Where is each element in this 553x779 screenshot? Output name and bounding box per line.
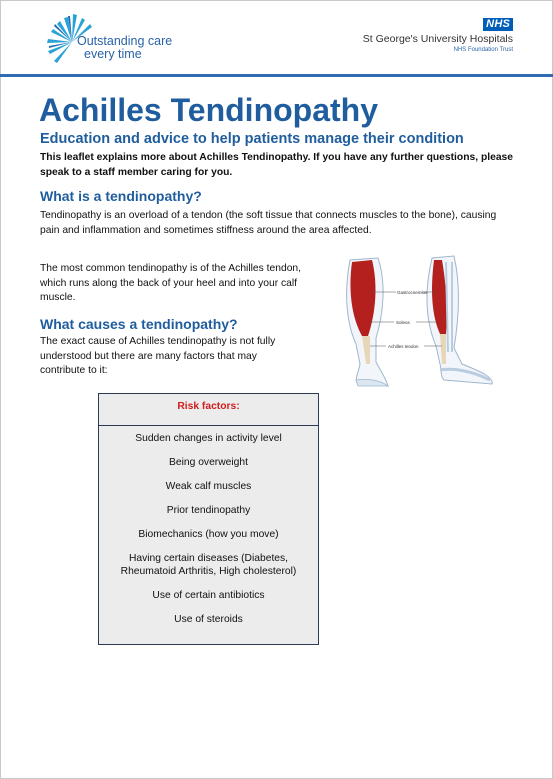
risk-factor-item: Having certain diseases (Diabetes, Rheumatoid Arthritis, High cholesterol) [120, 553, 297, 577]
label-soleus: Soleus [396, 320, 410, 325]
label-achilles-tendon: Achilles tendon [388, 344, 419, 349]
trust-name: St George's University Hospitals [362, 33, 513, 45]
risk-factor-item: Weak calf muscles [165, 481, 252, 492]
risk-factor-item: Sudden changes in activity level [135, 433, 282, 444]
risk-factor-item: Prior tendinopathy [166, 505, 251, 516]
risk-factors-table [98, 393, 319, 645]
nhs-logo-badge: NHS [483, 18, 513, 31]
risk-factor-item: Biomechanics (how you move) [138, 529, 279, 540]
page-subtitle: Education and advice to help patients manage their condition [40, 131, 464, 147]
section-what-causes-paragraph: The exact cause of Achilles tendinopathy is not fully understood but there are many factors that may contribute to it: [40, 336, 276, 376]
trust-subtitle: NHS Foundation Trust [453, 47, 513, 53]
risk-factor-item: Being overweight [169, 457, 248, 468]
risk-factor-item: Use of steroids [174, 614, 243, 625]
logo-tagline [77, 35, 172, 61]
label-gastrocnemius: Gastrocnemius [397, 290, 428, 295]
logo-line-1: Outstanding care [77, 34, 173, 48]
page-header [0, 0, 553, 76]
logo-line-2: every time [84, 47, 142, 61]
page-title: Achilles Tendinopathy [39, 92, 378, 128]
achilles-anatomy-illustration [336, 252, 506, 392]
header-divider [0, 74, 553, 77]
section-heading-what-causes: What causes a tendinopathy? [40, 316, 238, 332]
intro-text: This leaflet explains more about Achilles Tendinopathy. If you have any further questions, please speak to a staff member caring for you. [40, 152, 513, 178]
risk-factors-heading: Risk factors: [99, 394, 318, 426]
risk-factors-list [99, 426, 318, 626]
risk-factor-item: Use of certain antibiotics [152, 590, 265, 601]
section-what-is-paragraph-2: The most common tendinopathy is of the Achilles tendon, which runs along the back of your heel and into your calf muscle. [40, 263, 302, 303]
section-heading-what-is: What is a tendinopathy? [40, 188, 202, 204]
section-what-is-paragraph-1: Tendinopathy is an overload of a tendon (the soft tissue that connects muscles to the bone), causing pain and inflammation and sometimes stiffness around the area affected. [40, 210, 497, 236]
